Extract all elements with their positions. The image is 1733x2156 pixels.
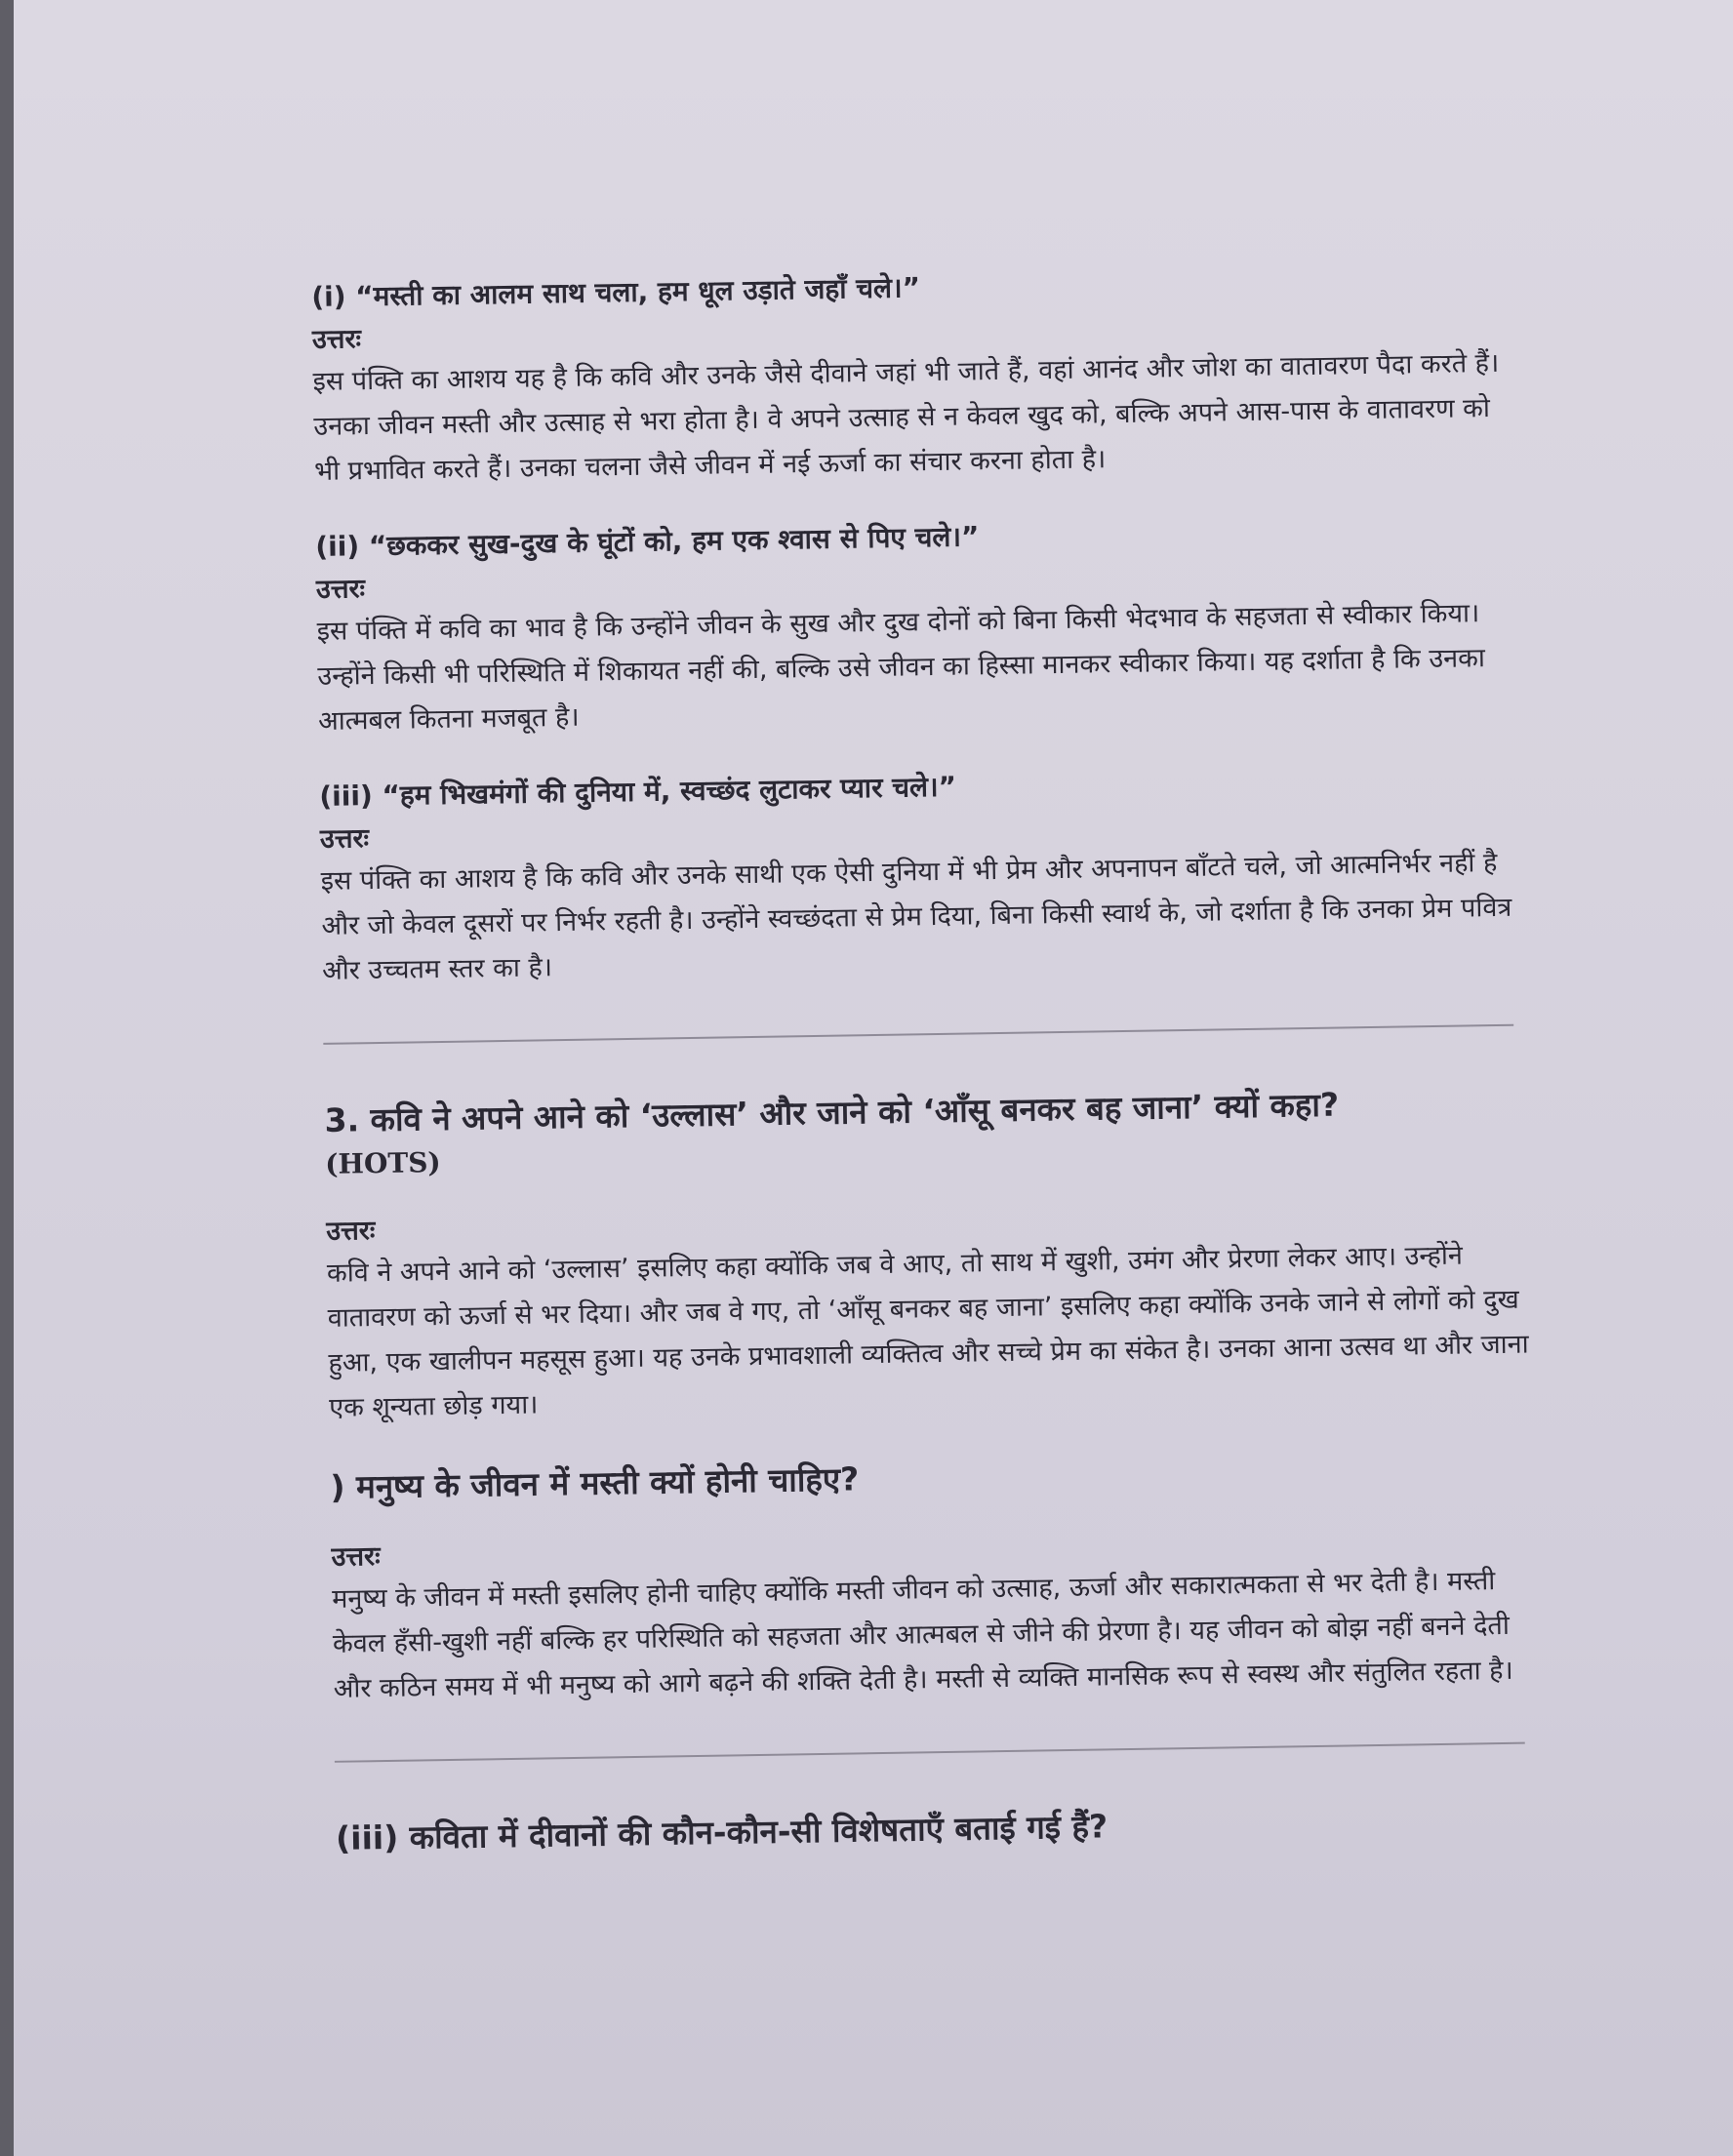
section-ii xyxy=(315,508,1528,743)
section-diwane xyxy=(336,1796,1547,1861)
question-diwane: (iii) कविता में दीवानों की कौन-कौन-सी विशेषताएँ बताई गई हैं? xyxy=(335,1807,1108,1857)
section-3 xyxy=(324,1078,1539,1430)
question-iii: (iii) “हम भिखमंगों की दुनिया में, स्वच्छंद लुटाकर प्यार चले।” xyxy=(319,770,957,813)
question-i: (i) “मस्ती का आलम साथ चला, हम धूल उड़ाते जहाँ चले।” xyxy=(311,271,921,313)
section-mastee xyxy=(330,1445,1544,1711)
answer-mastee: मनुष्य के जीवन में मस्ती इसलिए होनी चाहिए क्योंकि मस्ती जीवन को उत्साह, ऊर्जा और सकारात्मकता से भर देती है। मस्ती केवल हँसी-खुशी नहीं बल्कि हर परिस्थिति को सहजता और आत्मबल से जीने की प्रेरणा है। यह जीवन को बोझ नहीं बनने देती और कठिन समय में भी मनुष्य को आगे बढ़ने की शक्ति देती है। मस्ती से व्यक्ति मानसिक रूप से स्वस्थ और संतुलित रहता है। xyxy=(332,1566,1513,1704)
hots-tag: (HOTS) xyxy=(325,1146,441,1180)
section-i xyxy=(311,260,1524,495)
question-mastee: ) मनुष्य के जीवन में मस्ती क्यों होनी चाहिए? xyxy=(330,1459,860,1506)
answer-label: उत्तरः xyxy=(319,823,370,855)
question-ii: (ii) “छककर सुख-दुख के घूंटों को, हम एक श्वास से पिए चले।” xyxy=(315,520,980,563)
answer-ii: इस पंक्ति में कवि का भाव है कि उन्होंने जीवन के सुख और दुख दोनों को बिना किसी भेदभाव के सहजता से स्वीकार किया। उन्होंने किसी भी परिस्थिति में शिकायत नहीं की, बल्कि उसे जीवन का हिस्सा मानकर स्वीकार किया। यह दर्शाता है कि उनका आत्मबल कितना मजबूत है। xyxy=(316,598,1486,737)
answer-3: कवि ने अपने आने को ‘उल्लास’ इसलिए कहा क्योंकि जब वे आए, तो साथ में खुशी, उमंग और प्रेरणा लेकर आए। उन्होंने वातावरण को ऊर्जा से भर दिया। और जब वे गए, तो ‘आँसू बनकर बह जाना’ इसलिए कहा क्योंकि उनके जाने से लोगों को दुख हुआ, एक खालीपन महसूस हुआ। यह उनके प्रभावशाली व्यक्तित्व और सच्चे प्रेम का संकेत है। उनका आना उत्सव था और जाना एक शून्यता छोड़ गया। xyxy=(326,1240,1529,1423)
question-3: 3. कवि ने अपने आने को ‘उल्लास’ और जाने को ‘आँसू बनकर बह जाना’ क्यों कहा? xyxy=(324,1085,1340,1139)
answer-i: इस पंक्ति का आशय यह है कि कवि और उनके जैसे दीवाने जहां भी जाते हैं, वहां आनंद और जोश का वातावरण पैदा करते हैं। उनका जीवन मस्ती और उत्साह से भरा होता है। वे अपने उत्साह से न केवल खुद को, बल्कि अपने आस-पास के वातावरण को भी प्रभावित करते हैं। उनका चलना जैसे जीवन में नई ऊर्जा का संचार करना होता है। xyxy=(312,347,1500,487)
answer-label: उत्तरः xyxy=(326,1216,376,1247)
answer-label: उत्तरः xyxy=(315,574,366,605)
answer-iii: इस पंक्ति का आशय है कि कवि और उनके साथी एक ऐसी दुनिया में भी प्रेम और अपनापन बाँटते चले, जो आत्मनिर्भर नहीं है और जो केवल दूसरों पर निर्भर रहती है। उन्होंने स्वच्छंदता से प्रेम दिया, बिना किसी स्वार्थ के, जो दर्शाता है कि उनका प्रेम पवित्र और उच्चतम स्तर का है। xyxy=(320,847,1512,986)
section-divider xyxy=(323,1024,1513,1045)
document-body xyxy=(311,260,1547,1896)
paper-page xyxy=(14,0,1733,2156)
section-divider xyxy=(335,1742,1525,1763)
section-iii xyxy=(319,758,1532,993)
answer-label: उत्तरः xyxy=(331,1541,381,1573)
answer-label: उत्तरः xyxy=(311,324,362,355)
